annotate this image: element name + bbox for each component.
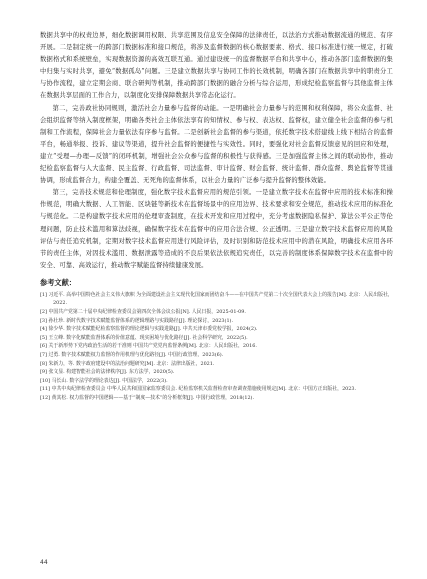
page-number: 44 xyxy=(40,559,48,566)
reference-item: [5] 王立峰. 数字化赋能监督体系的价值意蕴、现实困境与优化路径[J]. 社会科学研究，2022(5). xyxy=(40,334,248,341)
reference-item: [11] 中共中央纪律检查委员会 中华人民共和国国家监察委员会. 纪检监察机关监督检查审查调查措施使用规定[M]. 北京：中国方正出版社，2023. xyxy=(40,386,357,393)
reference-item: [1] 习近平. 高举中国特色社会主义伟大旗帜 为全面建设社会主义现代化国家而团结奋斗——在中国共产党第二十次全国代表大会上的报告[M]. 北京：人民出版社，2022. xyxy=(40,291,393,307)
reference-item: [3] 孙壮珍. 新时代数字技术赋能监督体系的逻辑理路与实践路径[J]. 理论探讨，2023(1). xyxy=(40,317,234,324)
paragraph: 第三，完善技术规范和伦理制度，强化数字技术监督应用的规范引领。一是建立数字技术在监督中应用的技术标准和操作规范，明确大数据、人工智能、区块链等新技术在监督场景中的应用边界、技术要求和安全规范，推动技术应用的标准化与规范化。二是构建数字技术应用的伦理审查制度，在技术开发和应用过程中，充分考虑数据隐私保护、算法公平公正等伦理问题，防止技术滥用和算法歧视，确保数字技术在监督中的应用合法合规、公正透明。三是建立数字技术监督应用的风险评估与责任追究机制，定期对数字技术监督应用进行风险评估，及时识别和防范技术应用中的潜在风险，明确技术应用各环节的责任主体，对因技术滥用、数据泄露等造成的不良后果依法依规追究责任，以完善的制度体系保障数字技术在监督中的安全、可靠、高效运行，推动数字赋能监督持续健康发展。 xyxy=(40,189,393,269)
reference-item: [2] 中国共产党第二十届中央纪律检查委员会第四次全体会议公报[N]. 人民日报，2025-01-09. xyxy=(40,309,246,316)
reference-item: [12] 黄其松. 权力监督的中国逻辑——基于“制度—技术”的分析框架[J]. 中国行政管理，2018(12). xyxy=(40,395,255,401)
body-text xyxy=(40,30,393,272)
reference-item: [8] 朱新力，等. 数字政府建设中的法治问题研究[M]. 北京：法律出版社，2021. xyxy=(40,360,215,367)
reference-item: [7] 过勇. 数字技术赋能权力监督的作用机理与优化路径[J]. 中国行政管理，2023(6). xyxy=(40,352,224,359)
paragraph: 第二，完善政社协同规则，激活社会力量参与监督的动能。一是明确社会力量参与的范围和权利保障，将公众监督、社会组织监督等纳入制度框架，明确各类社会主体依法享有的知情权、参与权、表达权、监督权，建立健全社会监督的参与机制和工作流程，保障社会力量依法有序参与监督。二是创新社会监督的参与渠道，依托数字技术搭建线上线下相结合的监督平台，畅通举报、投诉、建议等渠道，提升社会监督的便捷性与实效性。同时，要强化对社会监督反馈意见的回应和处理，建立“受理—办理—反馈”的闭环机制，增强社会公众参与监督的积极性与获得感。三是加强监督主体之间的联动协作，推动纪检监察监督与人大监督、民主监督、行政监督、司法监督、审计监督、财会监督、统计监督、群众监督、舆论监督等贯通协调，形成监督合力，构建全覆盖、无死角的监督体系，以社会力量的广泛参与提升监督的整体效能。 xyxy=(40,104,393,185)
reference-item: [10] 马长山. 数字法学的理论表达[J]. 中国法学，2022(3). xyxy=(40,377,168,384)
reference-item: [4] 徐少华. 数字技术赋能纪检监察监督的理论逻辑与实践进路[J]. 中共天津市委党校学报，2024(2). xyxy=(40,326,258,333)
reference-list xyxy=(40,291,393,403)
paragraph: 数据共享中的权责边界，细化数据调用权限、共享范围及信息安全保障的法律责任，以法治方式推动数据流通的规范、有序开展。二是制定统一的跨部门数据标准和接口规范，将涉及监督数据的核心数据要素、格式、接口标准进行统一规定，打破数据格式和系统壁垒，实现数据资源的高效互联互通。通过建设统一的监督数据平台和共享中心，推动各部门监督数据的集中归集与实时共享，避免“数据孤岛”问题。三是建立数据共享与协同工作的长效机制，明确各部门在数据共享中的职责分工与协作流程，建立定期会商、联合研判等机制，推动跨部门数据的融合分析与综合运用，形成纪检监察监督与其他监督主体在数据共享层面的工作合力，以制度化安排保障数据共享常态化运行。 xyxy=(40,32,393,100)
references-heading: 参考文献： xyxy=(40,277,76,287)
reference-item: [9] 张文显. 构建智能社会的法律秩序[J]. 东方法学，2020(5). xyxy=(40,369,175,376)
reference-item: [6] 关于新形势下党内政治生活的若干准则 中国共产党党内监督条例[M]. 北京：人民出版社，2016. xyxy=(40,343,257,350)
